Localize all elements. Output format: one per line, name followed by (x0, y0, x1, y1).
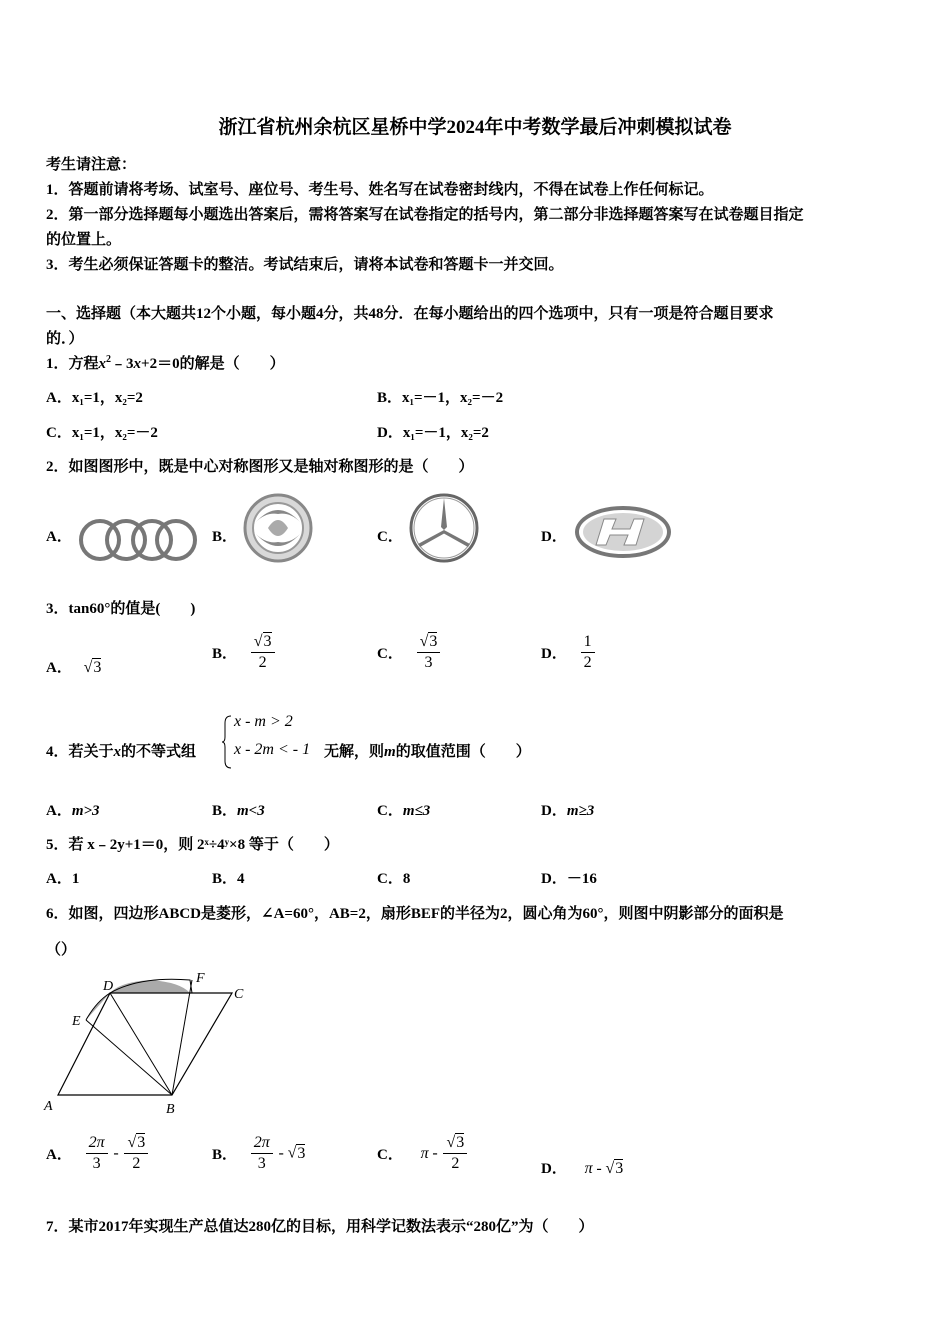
q4-option-c[interactable]: C．m≤3 (377, 803, 431, 819)
rhombus-abcd (58, 993, 232, 1095)
q4-inequality-1: x - m > 2 (234, 713, 293, 730)
q4-option-b[interactable]: B．m<3 (212, 803, 265, 819)
label-a: A (44, 1099, 53, 1114)
q5-option-b[interactable]: B．4 (212, 871, 245, 887)
q4-stem-prefix: 4．若关于x的不等式组 (46, 744, 197, 760)
q2-option-a-label[interactable]: A． (46, 529, 72, 545)
label-f: F (196, 971, 205, 986)
brace-icon (222, 715, 232, 769)
q6-option-a[interactable]: A． $\frac{2\pi}{3}$ - $\frac{√3}{2}$ (46, 1133, 150, 1174)
q7-stem: 7．某市2017年实现生产总值达280亿的目标，用科学记数法表示“280亿”为（ ） (46, 1219, 594, 1235)
q3-option-c[interactable]: C． $\frac{√3}{3}$ (377, 632, 442, 673)
dragon-logo-icon[interactable] (242, 492, 314, 564)
q6-option-b[interactable]: B． $\frac{2\pi}{3}$ - √3 (212, 1134, 306, 1172)
q3-option-b[interactable]: B． $\frac{√3}{2}$ (212, 632, 277, 673)
q1-option-d[interactable]: D．x₁=－1，x₂=2 (377, 425, 489, 441)
q2-option-c-label[interactable]: C． (377, 529, 403, 545)
page-title: 浙江省杭州余杭区星桥中学2024年中考数学最后冲刺模拟试卷 (218, 117, 732, 138)
q4-option-d[interactable]: D．m≥3 (541, 803, 595, 819)
q2-option-b-label[interactable]: B． (212, 529, 238, 545)
q5-option-c[interactable]: C．8 (377, 871, 411, 887)
q5-option-d[interactable]: D．－16 (541, 871, 597, 887)
q5-option-a[interactable]: A．1 (46, 871, 80, 887)
section-heading: 一、选择题（本大题共12个小题，每小题4分，共48分．在每小题给出的四个选项中，只有一项是符合题目要求 (46, 306, 774, 322)
notice-item-1: 1．答题前请将考场、试室号、座位号、考生号、姓名写在试卷密封线内，不得在试卷上作任何标记。 (46, 182, 714, 198)
label-e: E (72, 1014, 81, 1029)
notice-item-2: 2．第一部分选择题每小题选出答案后，需将答案写在试卷指定的括号内，第二部分非选择题答案写在试卷题目指定 (46, 207, 804, 223)
q1-option-a[interactable]: A．x₁=1，x₂=2 (46, 390, 143, 406)
q2-stem: 2．如图图形中，既是中心对称图形又是轴对称图形的是（ ） (46, 459, 474, 475)
q6-stem-cont: （） (46, 942, 77, 958)
notice-heading: 考生请注意： (46, 157, 137, 173)
star-logo-icon[interactable] (408, 492, 480, 564)
q1-option-b[interactable]: B．x₁=－1，x₂=－2 (377, 390, 504, 406)
q3-option-d[interactable]: D． $\frac{1}{2}$ (541, 632, 597, 673)
q1-stem: 1．方程$x^2﹣3x+2=0$的解是（ ） (46, 354, 285, 372)
q2-option-d-label[interactable]: D． (541, 529, 567, 545)
notice-item-2-cont: 的位置上。 (46, 232, 122, 248)
q6-option-c[interactable]: C． π - $\frac{√3}{2}$ (377, 1133, 469, 1174)
label-c: C (234, 987, 244, 1002)
oval-h-logo-icon[interactable] (574, 505, 672, 559)
rings-logo-icon[interactable] (76, 516, 200, 564)
rhombus-sector-figure (40, 968, 260, 1118)
label-d: D (103, 979, 114, 994)
q5-stem: 5．若 x﹣2y+1＝0，则 2ˣ÷4ʸ×8 等于（ ） (46, 837, 339, 853)
q4-option-a[interactable]: A．m>3 (46, 803, 100, 819)
q6-stem: 6．如图，四边形ABCD是菱形，∠A=60°，AB=2，扇形BEF的半径为2，圆心角为60°，则图中阴影部分的面积是 (46, 906, 784, 922)
section-heading-cont: 的．） (46, 331, 84, 347)
q3-stem: 3．tan60°的值是( ) (46, 601, 196, 617)
q3-option-a[interactable]: A． √3 (46, 659, 102, 676)
q6-option-d[interactable]: D． π - √3 (541, 1160, 624, 1177)
q4-inequality-2: x - 2m < - 1 (234, 741, 311, 758)
label-b: B (166, 1102, 175, 1117)
notice-item-3: 3．考生必须保证答题卡的整洁。考试结束后，请将本试卷和答题卡一并交回。 (46, 257, 564, 273)
q1-option-c[interactable]: C．x₁=1，x₂=－2 (46, 425, 158, 441)
q4-stem-suffix: 无解，则m的取值范围（ ） (324, 744, 531, 760)
